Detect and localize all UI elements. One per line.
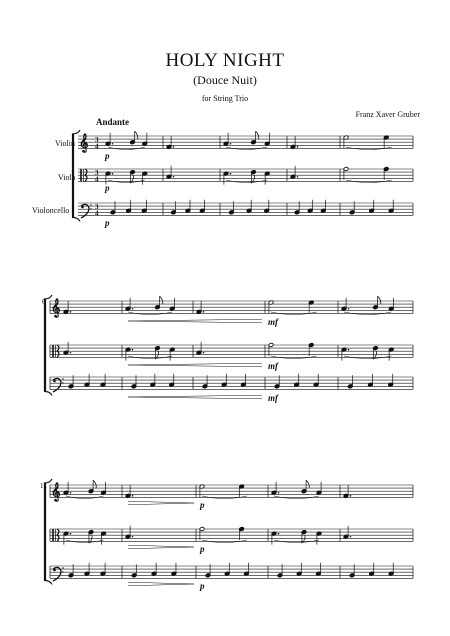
decrescendo-hairpin: [128, 584, 194, 586]
score-subtitle: (Douce Nuit): [193, 73, 257, 87]
violin-note-flag: [160, 296, 163, 304]
decrescendo-hairpin: [128, 503, 194, 505]
violin-note-dot: [70, 492, 72, 494]
violin-note-dot: [132, 495, 134, 497]
violin-note-flag: [306, 480, 309, 488]
bass-clef-icon: [62, 571, 63, 572]
decrescendo-hairpin: [128, 545, 194, 547]
system-bracket: [44, 295, 52, 299]
dynamic-p: p: [105, 151, 110, 161]
dynamic-p: p: [200, 581, 205, 591]
treble-clef-icon: 𝄞: [51, 300, 61, 317]
violin-note-dot: [132, 308, 134, 310]
bass-clef-icon: [90, 204, 91, 205]
dynamic-p: p: [105, 218, 110, 228]
instrument-label-cello: Violoncello: [32, 206, 70, 215]
viola-note-dot: [348, 349, 350, 351]
time-signature: 3: [95, 136, 99, 144]
system-bracket: [44, 479, 52, 483]
violin-note-flag: [256, 131, 259, 139]
tempo-marking: Andante: [96, 117, 130, 127]
measure-number-11: 11: [40, 482, 47, 490]
viola-note-dot: [230, 173, 232, 175]
system-bracket: [72, 130, 80, 134]
viola-note-dot: [297, 176, 299, 178]
dynamic-p: p: [200, 500, 205, 510]
bass-clef-icon: [81, 206, 84, 209]
violin-note-flag: [135, 131, 138, 139]
violin-note-dot: [112, 143, 114, 145]
crescendo-hairpin: [128, 363, 262, 365]
bass-clef-icon: [90, 208, 91, 209]
viola-note-dot: [70, 352, 72, 354]
score-title: HOLY NIGHT: [165, 50, 285, 71]
composer: Franz Xaver Gruber: [355, 110, 420, 119]
bass-clef-icon: [62, 378, 63, 379]
viola-note-dot: [70, 533, 72, 535]
crescendo-hairpin: [128, 321, 262, 323]
violin-note-dot: [350, 495, 352, 497]
violin-note-dot: [230, 143, 232, 145]
dynamic-p: p: [105, 183, 110, 193]
dynamic-mf: mf: [268, 361, 278, 371]
violin-note-flag: [378, 296, 381, 304]
crescendo-hairpin: [128, 319, 262, 321]
violin-note-dot: [297, 146, 299, 148]
treble-clef-icon: 𝄞: [79, 135, 89, 152]
viola-note-dot: [278, 533, 280, 535]
decrescendo-hairpin: [128, 501, 194, 503]
bass-clef-icon: [62, 382, 63, 383]
crescendo-hairpin: [128, 397, 262, 399]
crescendo-hairpin: [128, 395, 262, 397]
violin-note-dot: [348, 308, 350, 310]
viola-note-dot: [132, 349, 134, 351]
instrumentation: for String Trio: [201, 94, 249, 103]
time-signature: 4: [95, 209, 99, 218]
instrument-label-violin: Violin: [55, 139, 75, 148]
system-bracket: [44, 391, 52, 395]
viola-note-dot: [203, 352, 205, 354]
decrescendo-hairpin: [128, 547, 194, 549]
instrument-label-viola: Viola: [58, 173, 76, 182]
time-signature: 3: [95, 169, 99, 177]
viola-note-dot: [350, 536, 352, 538]
treble-clef-icon: 𝄞: [51, 484, 61, 501]
violin-note-dot: [203, 311, 205, 313]
viola-note-dot: [173, 176, 175, 178]
time-signature: 4: [95, 142, 99, 151]
violin-note-dot: [278, 492, 280, 494]
violin-note-dot: [70, 311, 72, 313]
system-bracket: [44, 580, 52, 584]
bass-clef-icon: [53, 569, 56, 572]
dynamic-mf: mf: [268, 317, 278, 327]
dynamic-p: p: [200, 544, 205, 554]
crescendo-hairpin: [128, 365, 262, 367]
time-signature: 4: [95, 175, 99, 184]
viola-note-dot: [112, 173, 114, 175]
decrescendo-hairpin: [128, 582, 194, 584]
violin-note-dot: [173, 146, 175, 148]
violin-note-flag: [93, 480, 96, 488]
time-signature: 3: [95, 203, 99, 211]
dynamic-mf: mf: [268, 393, 278, 403]
bass-clef-icon: [53, 380, 56, 383]
bass-clef-icon: [62, 567, 63, 568]
viola-note-dot: [132, 536, 134, 538]
system-bracket: [72, 217, 80, 221]
measure-number-6: 6: [42, 298, 46, 306]
